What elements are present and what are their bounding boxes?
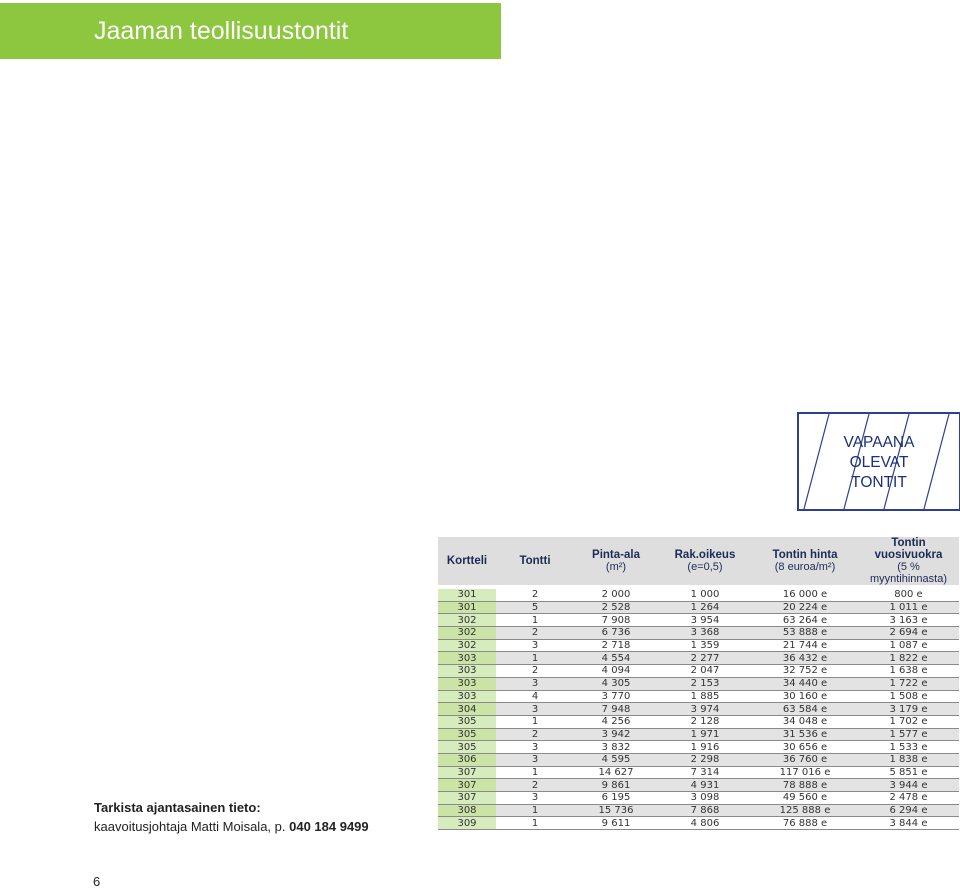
table-row xyxy=(438,614,959,627)
title-banner xyxy=(0,3,501,59)
table-cell: 2 xyxy=(496,665,574,678)
table-cell: 3 770 xyxy=(574,690,658,703)
table-cell: 4 595 xyxy=(574,753,658,766)
table-cell: 1 359 xyxy=(658,639,752,652)
table-cell: 1 916 xyxy=(658,741,752,754)
table-cell: 305 xyxy=(438,728,496,741)
table-cell: 2 128 xyxy=(658,715,752,728)
page-title: Jaaman teollisuustontit xyxy=(94,17,349,45)
table-header-row xyxy=(438,537,959,585)
table-cell: 3 974 xyxy=(658,703,752,716)
table-cell: 36 432 e xyxy=(752,652,858,665)
table-cell: 3 163 e xyxy=(858,614,959,627)
table-cell: 3 xyxy=(496,753,574,766)
table-cell: 3 942 xyxy=(574,728,658,741)
table-cell: 2 528 xyxy=(574,601,658,614)
table-cell: 20 224 e xyxy=(752,601,858,614)
table-cell: 305 xyxy=(438,741,496,754)
table-cell: 2 xyxy=(496,589,574,601)
table-cell: 1 838 e xyxy=(858,753,959,766)
table-cell: 1 971 xyxy=(658,728,752,741)
table-cell: 117 016 e xyxy=(752,766,858,779)
table-cell: 63 264 e xyxy=(752,614,858,627)
table-cell: 4 094 xyxy=(574,665,658,678)
table-row xyxy=(438,690,959,703)
table-cell: 15 736 xyxy=(574,804,658,817)
table-cell: 30 160 e xyxy=(752,690,858,703)
table-cell: 34 048 e xyxy=(752,715,858,728)
table-cell: 1 533 e xyxy=(858,741,959,754)
table-cell: 2 047 xyxy=(658,665,752,678)
table-row xyxy=(438,652,959,665)
table-cell: 3 098 xyxy=(658,792,752,805)
table-cell: 7 908 xyxy=(574,614,658,627)
table-cell: 1 000 xyxy=(658,589,752,601)
table-cell: 1 722 e xyxy=(858,677,959,690)
table-cell: 2 298 xyxy=(658,753,752,766)
table-cell: 1 822 e xyxy=(858,652,959,665)
table-cell: 2 718 xyxy=(574,639,658,652)
legend-line-1: VAPAANA xyxy=(843,434,915,451)
table-cell: 3 944 e xyxy=(858,779,959,792)
table-row xyxy=(438,728,959,741)
table-cell: 2 xyxy=(496,779,574,792)
table-cell: 36 760 e xyxy=(752,753,858,766)
column-header-title: Rak.oikeus xyxy=(674,549,736,561)
column-header xyxy=(858,537,959,585)
table-cell: 1 577 e xyxy=(858,728,959,741)
table-cell: 2 277 xyxy=(658,652,752,665)
table-row xyxy=(438,715,959,728)
table-cell: 303 xyxy=(438,677,496,690)
table-cell: 4 931 xyxy=(658,779,752,792)
column-header-title: Tontin hinta xyxy=(772,549,838,561)
contact-person: kaavoitusjohtaja Matti Moisala, p. xyxy=(94,819,286,834)
table-cell: 5 xyxy=(496,601,574,614)
table-cell: 309 xyxy=(438,817,496,830)
table-row xyxy=(438,766,959,779)
table-cell: 303 xyxy=(438,652,496,665)
column-header xyxy=(438,537,496,585)
table-row xyxy=(438,703,959,716)
table-cell: 3 xyxy=(496,677,574,690)
page-number: 6 xyxy=(93,874,101,889)
column-header-title: Tontti xyxy=(519,555,551,567)
table-cell: 3 954 xyxy=(658,614,752,627)
table-row xyxy=(438,639,959,652)
table-row xyxy=(438,741,959,754)
legend-free-plots xyxy=(797,412,960,511)
table-cell: 3 xyxy=(496,792,574,805)
table-cell: 1 638 e xyxy=(858,665,959,678)
table-cell: 2 xyxy=(496,627,574,640)
table-cell: 1 508 e xyxy=(858,690,959,703)
table-row xyxy=(438,817,959,830)
legend-line-2: OLEVAT xyxy=(849,454,909,471)
table-cell: 1 xyxy=(496,715,574,728)
table-cell: 7 314 xyxy=(658,766,752,779)
table-cell: 76 888 e xyxy=(752,817,858,830)
table-cell: 1 885 xyxy=(658,690,752,703)
table-cell: 4 256 xyxy=(574,715,658,728)
table-cell: 308 xyxy=(438,804,496,817)
column-header-title: Kortteli xyxy=(446,555,488,567)
table-cell: 3 xyxy=(496,639,574,652)
contact-line xyxy=(94,817,369,836)
table-cell: 3 179 e xyxy=(858,703,959,716)
table-cell: 31 536 e xyxy=(752,728,858,741)
table-cell: 6 736 xyxy=(574,627,658,640)
table-cell: 3 832 xyxy=(574,741,658,754)
column-header-unit: (5 % myyntihinnasta) xyxy=(869,561,948,585)
table-cell: 5 851 e xyxy=(858,766,959,779)
column-header xyxy=(496,537,574,585)
table-cell: 1 xyxy=(496,766,574,779)
table-cell: 1 xyxy=(496,652,574,665)
table-cell: 53 888 e xyxy=(752,627,858,640)
table-row xyxy=(438,601,959,614)
table-cell: 307 xyxy=(438,792,496,805)
table-cell: 2 694 e xyxy=(858,627,959,640)
table-cell: 9 861 xyxy=(574,779,658,792)
table-cell: 21 744 e xyxy=(752,639,858,652)
column-header-title: Tontin vuosivuokra xyxy=(874,537,943,561)
table-cell: 1 011 e xyxy=(858,601,959,614)
table-row xyxy=(438,589,959,601)
column-header xyxy=(752,537,858,585)
table-cell: 4 554 xyxy=(574,652,658,665)
table-cell: 3 844 e xyxy=(858,817,959,830)
table-cell: 7 948 xyxy=(574,703,658,716)
table-cell: 1 xyxy=(496,614,574,627)
table-cell: 302 xyxy=(438,627,496,640)
table-cell: 3 xyxy=(496,741,574,754)
table-cell: 303 xyxy=(438,665,496,678)
table-row xyxy=(438,665,959,678)
table-cell: 32 752 e xyxy=(752,665,858,678)
contact-phone: 040 184 9499 xyxy=(289,819,369,834)
column-header-unit: (e=0,5) xyxy=(687,561,723,573)
table-cell: 2 153 xyxy=(658,677,752,690)
table-cell: 30 656 e xyxy=(752,741,858,754)
table-cell: 1 702 e xyxy=(858,715,959,728)
table-cell: 4 305 xyxy=(574,677,658,690)
table-cell: 7 868 xyxy=(658,804,752,817)
table-cell: 78 888 e xyxy=(752,779,858,792)
table-cell: 4 806 xyxy=(658,817,752,830)
table-cell: 3 xyxy=(496,703,574,716)
column-header-unit: (m²) xyxy=(605,561,627,573)
table-cell: 301 xyxy=(438,601,496,614)
table-cell: 800 e xyxy=(858,589,959,601)
table-cell: 3 368 xyxy=(658,627,752,640)
table-cell: 306 xyxy=(438,753,496,766)
table-cell: 305 xyxy=(438,715,496,728)
table-row xyxy=(438,804,959,817)
plots-table xyxy=(438,537,959,830)
table-cell: 2 000 xyxy=(574,589,658,601)
column-header xyxy=(574,537,658,585)
table-cell: 6 294 e xyxy=(858,804,959,817)
table-row xyxy=(438,779,959,792)
table-row xyxy=(438,792,959,805)
table-cell: 9 611 xyxy=(574,817,658,830)
column-header-title: Pinta-ala xyxy=(592,549,640,561)
table-cell: 307 xyxy=(438,779,496,792)
table-cell: 304 xyxy=(438,703,496,716)
table-cell: 302 xyxy=(438,614,496,627)
contact-info xyxy=(94,798,369,836)
table-cell: 125 888 e xyxy=(752,804,858,817)
legend-line-3: TONTIT xyxy=(851,474,907,491)
table-cell: 34 440 e xyxy=(752,677,858,690)
table-row xyxy=(438,753,959,766)
table-cell: 307 xyxy=(438,766,496,779)
table-row xyxy=(438,627,959,640)
table-cell: 49 560 e xyxy=(752,792,858,805)
column-header xyxy=(658,537,752,585)
table-cell: 16 000 e xyxy=(752,589,858,601)
table-cell: 4 xyxy=(496,690,574,703)
table-cell: 2 478 e xyxy=(858,792,959,805)
table-cell: 1 264 xyxy=(658,601,752,614)
table-cell: 301 xyxy=(438,589,496,601)
table-cell: 2 xyxy=(496,728,574,741)
legend-label xyxy=(799,433,959,493)
contact-heading: Tarkista ajantasainen tieto: xyxy=(94,800,261,815)
table-cell: 6 195 xyxy=(574,792,658,805)
table-cell: 63 584 e xyxy=(752,703,858,716)
table-cell: 1 xyxy=(496,817,574,830)
column-header-unit: (8 euroa/m²) xyxy=(774,561,836,573)
table-cell: 303 xyxy=(438,690,496,703)
table-cell: 1 087 e xyxy=(858,639,959,652)
table-cell: 1 xyxy=(496,804,574,817)
table-cell: 14 627 xyxy=(574,766,658,779)
table-row xyxy=(438,677,959,690)
table-cell: 302 xyxy=(438,639,496,652)
